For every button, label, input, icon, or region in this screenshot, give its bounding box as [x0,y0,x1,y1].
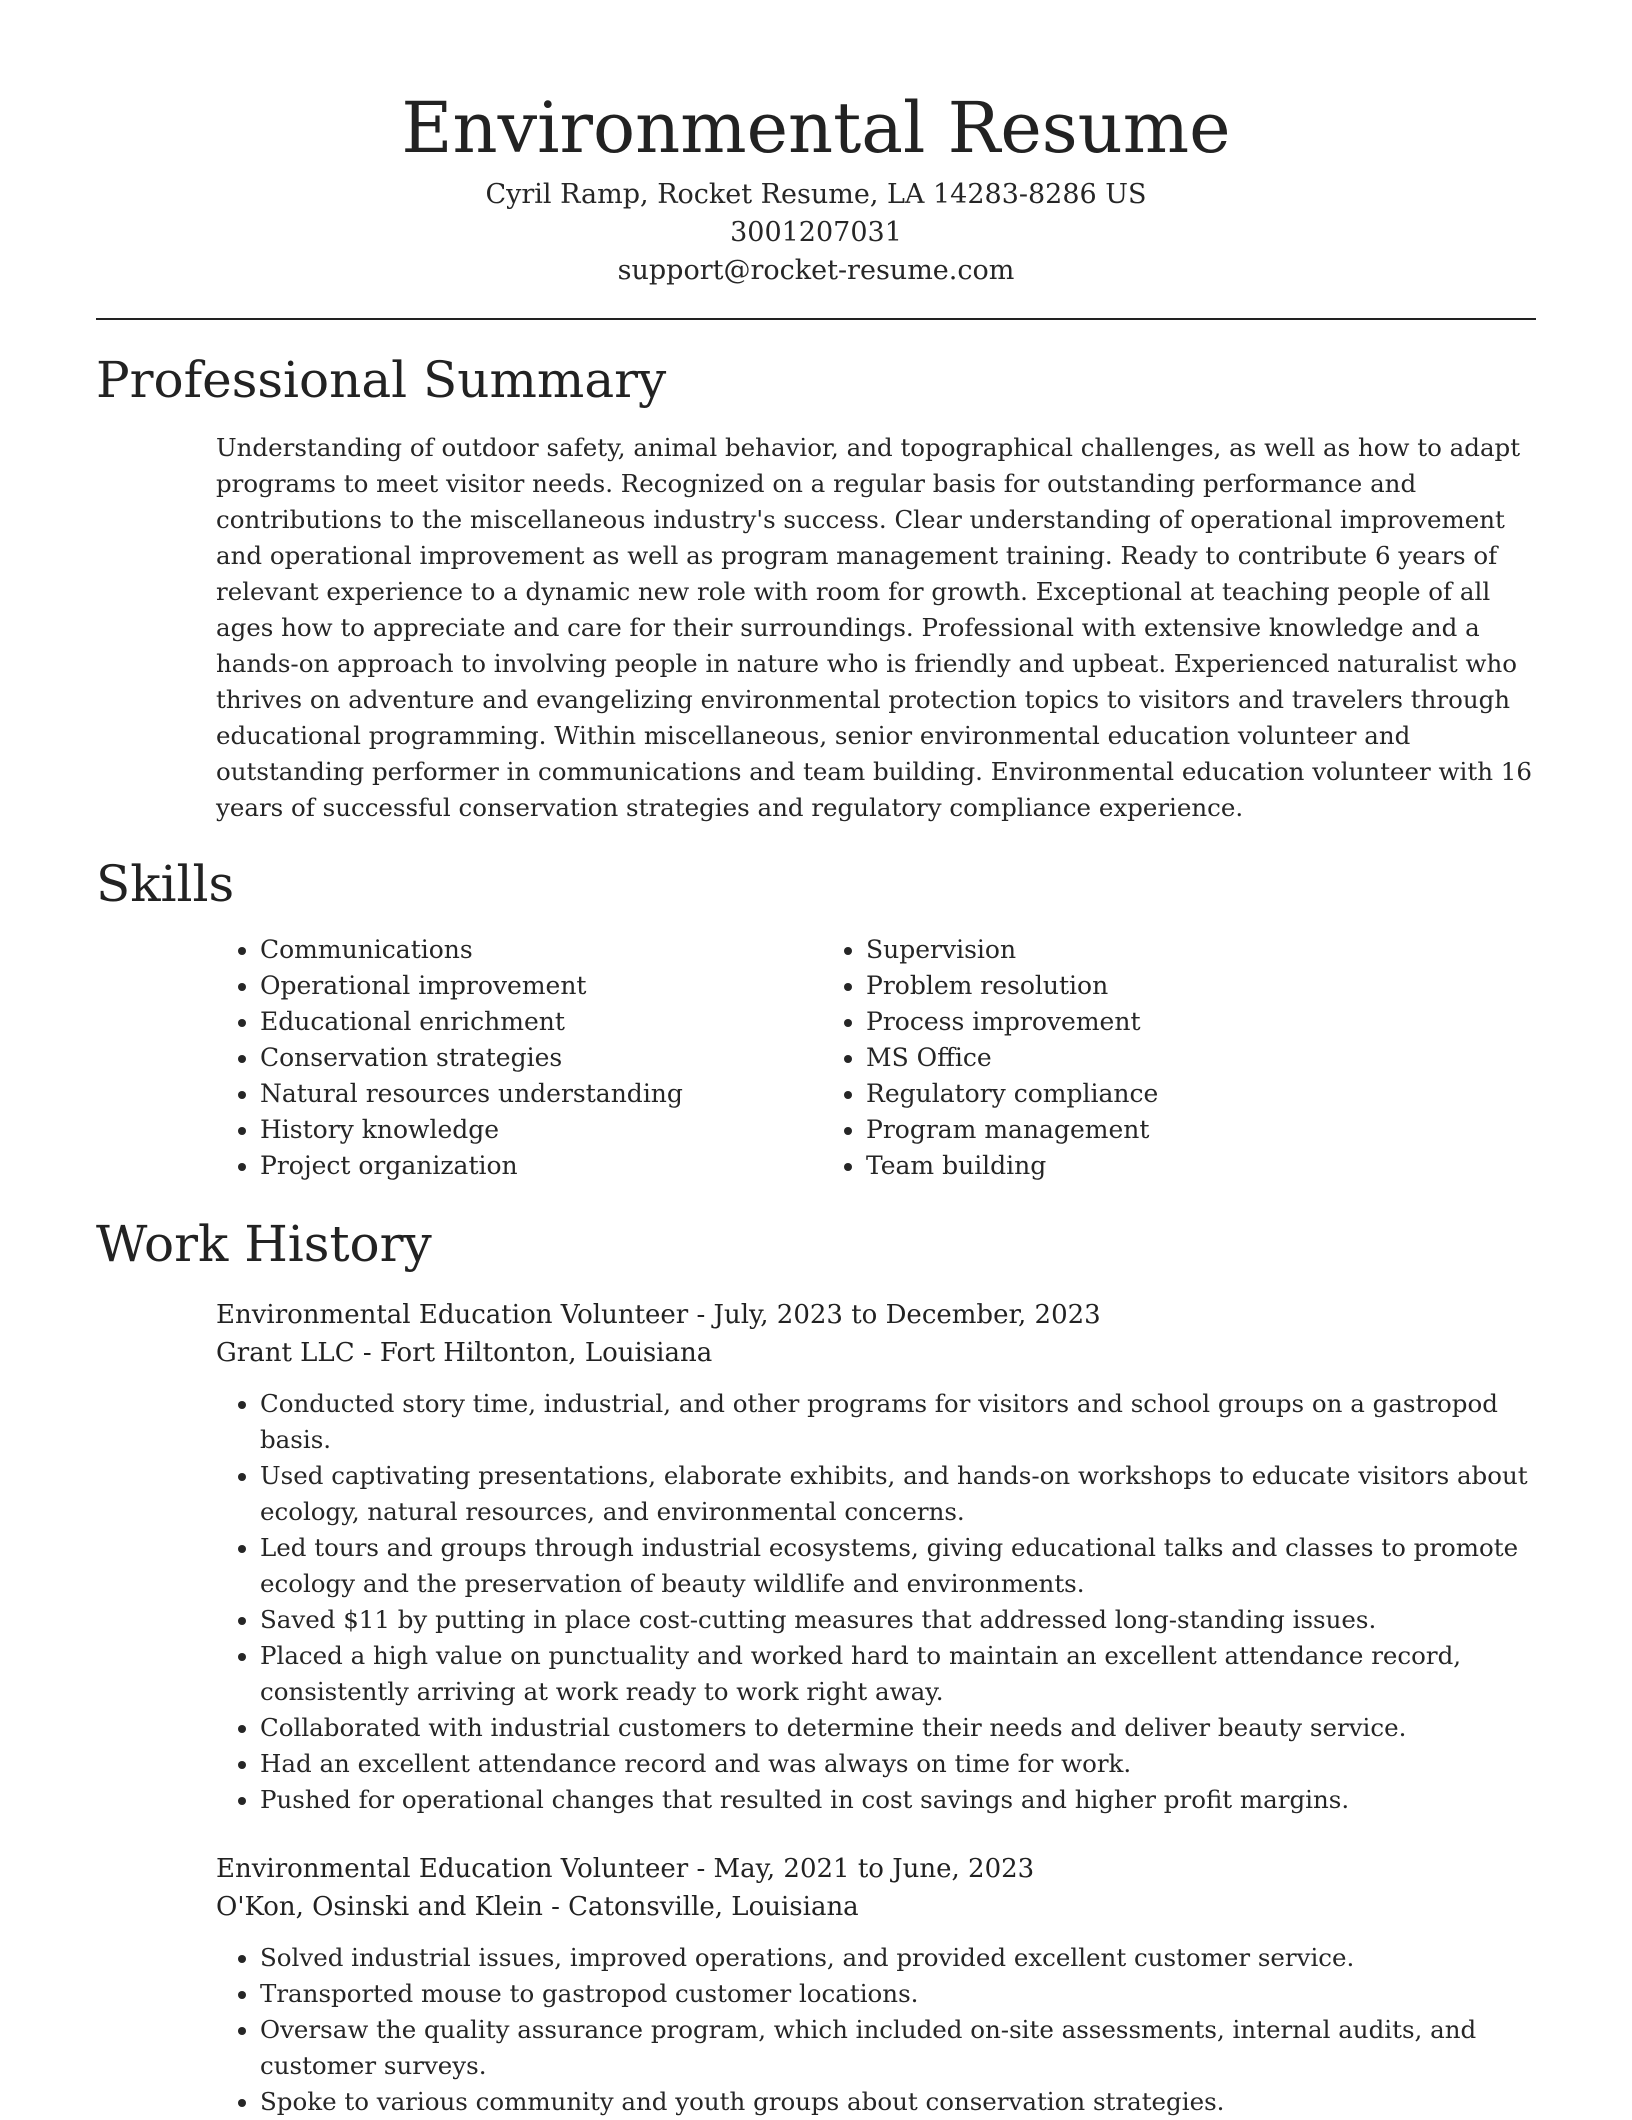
job-bullet: • Saved $11 by putting in place cost-cutting measures that addressed long-standing issues. [260,1602,1536,1638]
skills-heading: Skills [96,855,235,913]
skill-item: • Educational enrichment [260,1004,822,1040]
address: Cyril Ramp, Rocket Resume, LA 14283-8286 US [485,179,1147,210]
skill-item: • Supervision [866,932,1158,968]
email: support@rocket-resume.com [617,255,1015,286]
job-entry [216,1850,1536,2120]
job-bullet: • Placed a high value on punctuality and worked hard to maintain an excellent attendance record, consistently arriving at work ready to work right away. [260,1638,1536,1710]
job-bullet: • Conducted story time, industrial, and other programs for visitors and school groups on a gastropod basis. [260,1386,1536,1458]
skills-column-1 [216,932,822,1184]
job-bullet: • Oversaw the quality assurance program, which included on-site assessments, internal audits, and customer surveys. [260,2012,1536,2084]
contact-info [96,176,1536,290]
job-bullet: • Spoke to various community and youth groups about conservation strategies. [260,2084,1536,2120]
resume-title: Environmental Resume [401,87,1231,169]
summary-text: Understanding of outdoor safety, animal behavior, and topographical challenges, as well as how to adapt programs to meet visitor needs. Recognized on a regular basis for outstanding performance and contributions to the miscellaneous industry's success. Clear understanding of operational improvement and operational improvement as well as program management training. Ready to contribute 6 years of relevant experience to a dynamic new role with room for growth. Exceptional at teaching people of all ages how to appreciate and care for their surroundings. Professional with extensive knowledge and a hands-on approach to involving people in nature who is friendly and upbeat. Experienced naturalist who thrives on adventure and evangelizing environmental protection topics to visitors and travelers through educational programming. Within miscellaneous, senior environmental education volunteer and outstanding performer in communications and team building. Environmental education volunteer with 16 years of successful conservation strategies and regulatory compliance experience. [216,433,1532,822]
job-title-line: Environmental Education Volunteer - May, 2021 to June, 2023 [216,1854,1035,1884]
skill-item: • Natural resources understanding [260,1076,822,1112]
job-bullet: • Collaborated with industrial customers to determine their needs and deliver beauty service. [260,1710,1536,1746]
skills-column-2 [822,932,1158,1184]
skill-item: • Problem resolution [866,968,1158,1004]
job-bullet: • Pushed for operational changes that resulted in cost savings and higher profit margins. [260,1782,1536,1818]
job-bullet: • Led tours and groups through industrial ecosystems, giving educational talks and classes to promote ecology and the preservation of beauty wildlife and environments. [260,1530,1536,1602]
job-bullets [216,1940,1536,2120]
phone: 3001207031 [730,217,902,248]
skill-item: • Project organization [260,1148,822,1184]
skill-item: • Communications [260,932,822,968]
job-bullet: • Transported mouse to gastropod customer locations. [260,1976,1536,2012]
header-divider [96,318,1536,320]
skill-item: • Program management [866,1112,1158,1148]
resume-header [96,0,1536,290]
skill-item: • MS Office [866,1040,1158,1076]
job-bullets [216,1386,1536,1818]
skills-list [216,932,1536,1184]
job-bullet: • Used captivating presentations, elaborate exhibits, and hands-on workshops to educate visitors about ecology, natural resources, and environmental concerns. [260,1458,1536,1530]
skill-item: • Process improvement [866,1004,1158,1040]
skill-item: • History knowledge [260,1112,822,1148]
job-bullet: • Solved industrial issues, improved operations, and provided excellent customer service. [260,1940,1536,1976]
skill-item: • Team building [866,1148,1158,1184]
job-bullet: • Had an excellent attendance record and was always on time for work. [260,1746,1536,1782]
work-history-heading: Work History [96,1215,432,1273]
job-company-line: O'Kon, Osinski and Klein - Catonsville, Louisiana [216,1892,859,1922]
job-title-line: Environmental Education Volunteer - July, 2023 to December, 2023 [216,1300,1101,1330]
skill-item: • Regulatory compliance [866,1076,1158,1112]
job-company-line: Grant LLC - Fort Hiltonton, Louisiana [216,1338,713,1368]
job-entry [216,1296,1536,1818]
skill-item: • Operational improvement [260,968,822,1004]
summary-heading: Professional Summary [96,351,667,409]
resume-page [96,0,1536,2120]
skill-item: • Conservation strategies [260,1040,822,1076]
